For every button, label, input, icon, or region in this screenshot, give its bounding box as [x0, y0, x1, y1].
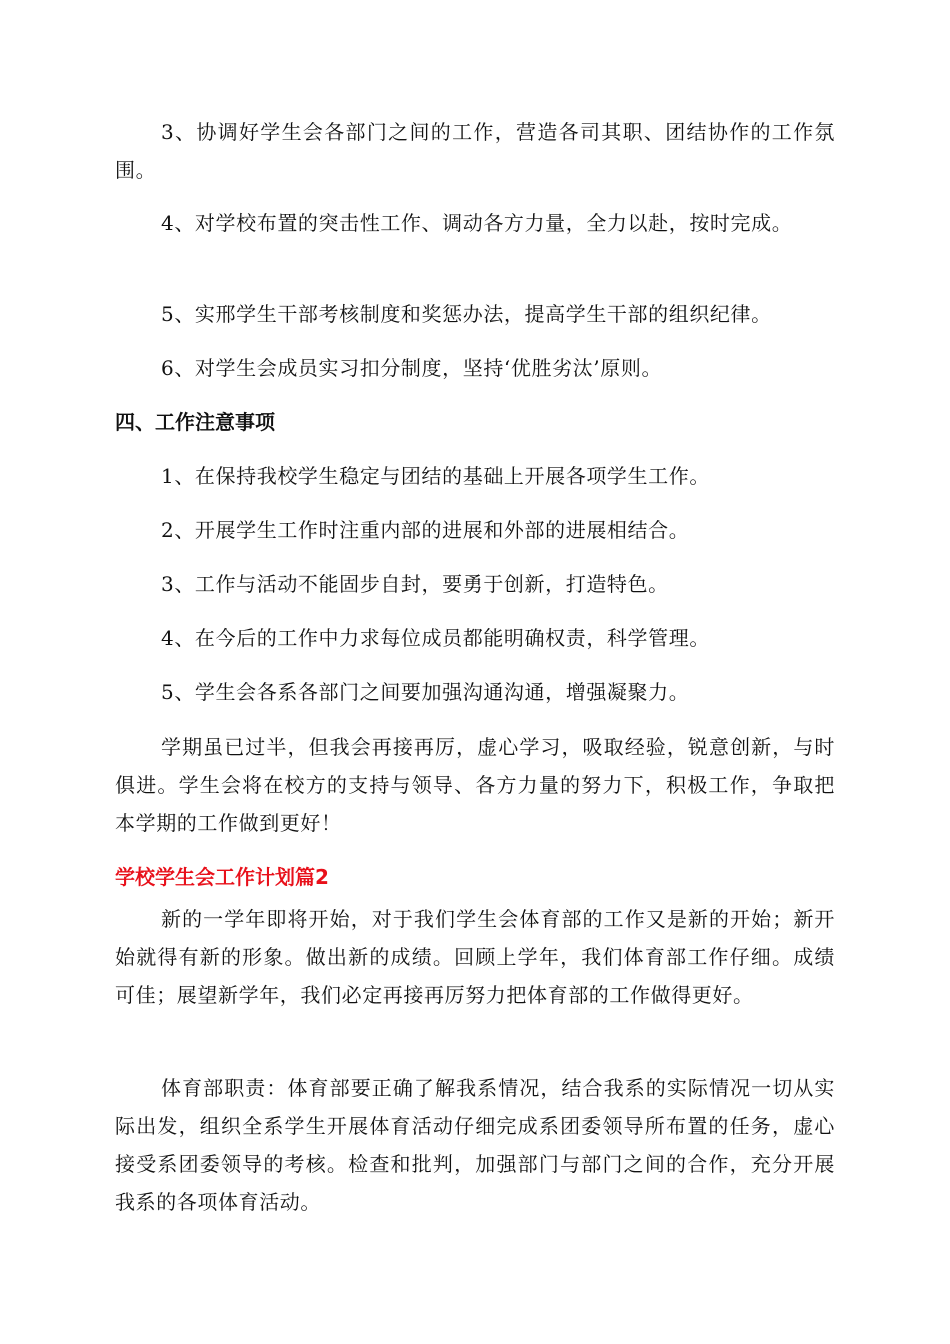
- list-item: 2、开展学生工作时注重内部的进展和外部的进展相结合。: [161, 518, 690, 542]
- article-2-title: 学校学生会工作计划篇2: [115, 865, 329, 889]
- article-2-paragraph-1: 新的一学年即将开始，对于我们学生会体育部的工作又是新的开始；新开始就得有新的形象。做出新的成绩。回顾上学年，我们体育部工作仔细。成绩可佳；展望新学年，我们必定再接再厉努力把体育部的工作做得更好。: [115, 907, 835, 1007]
- paragraph-item-6: 6、对学生会成员实习扣分制度，坚持‘优胜劣汰’原则。: [161, 356, 663, 380]
- section-heading-4: 四、工作注意事项: [115, 410, 275, 434]
- paragraph-item-3: 3、协调好学生会各部门之间的工作，营造各司其职、团结协作的工作氛围。: [115, 120, 835, 182]
- list-item: 3、工作与活动不能固步自封，要勇于创新，打造特色。: [161, 572, 669, 596]
- closing-paragraph: 学期虽已过半，但我会再接再厉，虚心学习，吸取经验，锐意创新，与时俱进。学生会将在校方的支持与领导、各方力量的努力下，积极工作，争取把本学期的工作做到更好！: [115, 735, 835, 835]
- article-2-paragraph-2: 体育部职责：体育部要正确了解我系情况，结合我系的实际情况一切从实际出发，组织全系学生开展体育活动仔细完成系团委领导所布置的任务，虚心接受系团委领导的考核。检查和批判，加强部门与部门之间的合作，充分开展我系的各项体育活动。: [115, 1076, 835, 1214]
- list-item: 5、学生会各系各部门之间要加强沟通沟通，增强凝聚力。: [161, 680, 690, 704]
- list-item: 4、在今后的工作中力求每位成员都能明确权责，科学管理。: [161, 626, 710, 650]
- paragraph-item-5: 5、实邢学生干部考核制度和奖惩办法，提高学生干部的组织纪律。: [161, 302, 772, 326]
- paragraph-item-4: 4、对学校布置的突击性工作、调动各方力量，全力以赴，按时完成。: [161, 211, 793, 235]
- list-item: 1、在保持我校学生稳定与团结的基础上开展各项学生工作。: [161, 464, 710, 488]
